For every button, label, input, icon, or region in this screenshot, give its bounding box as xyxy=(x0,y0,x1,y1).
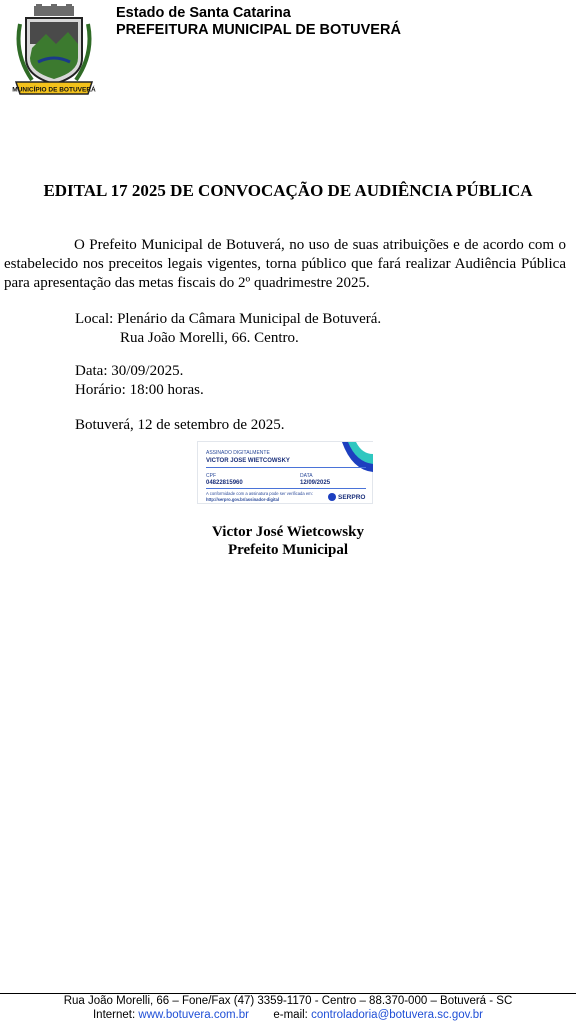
municipal-crest-logo xyxy=(12,4,96,98)
local-label: Local: xyxy=(75,311,114,327)
serpro-logo-icon xyxy=(328,493,336,501)
sig-date-value: 12/09/2025 xyxy=(300,480,331,486)
website-link[interactable]: www.botuvera.com.br xyxy=(138,1009,249,1021)
footer-address: Rua João Morelli, 66 – Fone/Fax (47) 3359-1170 - Centro – 88.370-000 – Botuverá - SC xyxy=(63,995,513,1007)
horario-line: Horário: 18:00 horas. xyxy=(75,382,204,398)
digital-signature-card xyxy=(197,441,373,504)
local-place: Plenário da Câmara Municipal de Botuverá. xyxy=(117,311,382,327)
local-line-1 xyxy=(75,310,381,329)
footer-contact xyxy=(0,1009,576,1022)
email-label: e-mail: xyxy=(273,1009,308,1021)
sig-divider xyxy=(206,467,366,468)
email-link[interactable]: controladoria@botuvera.sc.gov.br xyxy=(311,1009,484,1021)
sig-date-label: DATA xyxy=(300,473,313,479)
header-prefeitura: PREFEITURA MUNICIPAL DE BOTUVERÁ xyxy=(116,22,401,38)
local-line-2: Rua João Morelli, 66. Centro. xyxy=(120,330,299,346)
sig-note: A conformidade com a assinatura pode ser verificada em: xyxy=(206,491,313,496)
sig-url: http://serpro.gov.br/assinador-digital xyxy=(206,497,279,502)
header-state: Estado de Santa Catarina xyxy=(116,5,291,21)
serpro-brand: SERPRO xyxy=(338,494,366,501)
crest-banner-text: MUNICÍPIO DE BOTUVERÁ xyxy=(12,86,96,94)
signer-role: Prefeito Municipal xyxy=(227,542,349,558)
data-line: Data: 30/09/2025. xyxy=(75,363,184,379)
place-date-line: Botuverá, 12 de setembro de 2025. xyxy=(75,417,285,433)
sig-name: VICTOR JOSE WIETCOWSKY xyxy=(206,458,290,464)
sig-cpf-label: CPF xyxy=(206,473,216,479)
internet-label: Internet: xyxy=(92,1009,136,1021)
sig-heading: ASSINADO DIGITALMENTE xyxy=(206,450,270,456)
sig-divider-2 xyxy=(206,488,366,489)
sig-cpf-value: 04822815960 xyxy=(206,480,243,486)
body-paragraph: O Prefeito Municipal de Botuverá, no uso de suas atribuições e de acordo com o estabelecido nos preceitos legais vigentes, torna público que fará realizar Audiência Pública para apresentação das metas fiscais do 2º quadrimestre 2025. xyxy=(4,237,566,291)
footer-divider xyxy=(0,993,576,994)
signer-name: Victor José Wietcowsky xyxy=(212,524,364,540)
document-title: EDITAL 17 2025 DE CONVOCAÇÃO DE AUDIÊNCIA PÚBLICA xyxy=(43,181,533,200)
